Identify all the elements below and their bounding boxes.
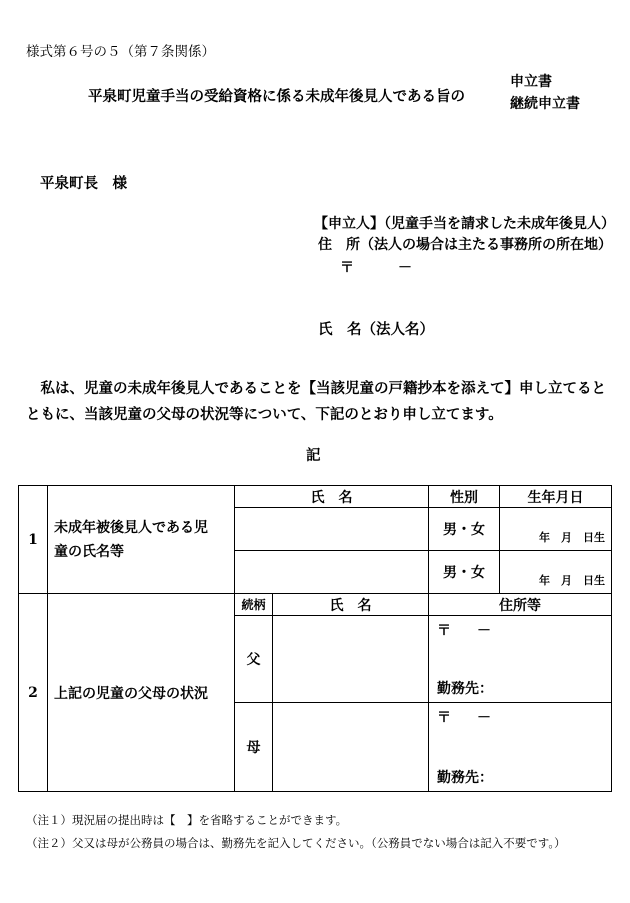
section1-header-name: 氏 名 <box>235 486 429 508</box>
title-option-continuation: 継続申立書 <box>510 96 580 112</box>
postal-mark: 〒 <box>437 623 451 639</box>
form-number: 様式第６号の５（第７条関係） <box>26 44 215 60</box>
section2-header-address: 住所等 <box>429 594 612 616</box>
section2-header-relation: 続柄 <box>235 594 273 616</box>
section2-label: 上記の児童の父母の状況 <box>48 594 235 792</box>
details-table <box>18 485 612 792</box>
section2-number: 2 <box>19 594 48 792</box>
note-2: （注２）父又は母が公務員の場合は、勤務先を記入してください。（公務員でない場合は記入不要です。） <box>26 836 566 850</box>
section1-header-sex: 性別 <box>429 486 500 508</box>
postal-mark: 〒 <box>340 260 354 276</box>
page-title: 平泉町児童手当の受給資格に係る未成年後見人である旨の <box>88 88 465 105</box>
section1-header-birth: 生年月日 <box>500 486 612 508</box>
ki-heading: 記 <box>306 447 321 464</box>
postal-mark: 〒 <box>437 710 451 726</box>
postal-dash: － <box>398 260 412 276</box>
father-relation: 父 <box>235 616 273 703</box>
note-1: （注１）現況届の提出時は【 】を省略することができます。 <box>26 813 348 827</box>
title-option-application: 申立書 <box>510 74 552 90</box>
child-sex-field[interactable]: 男・女 <box>429 551 500 594</box>
mother-address-field[interactable] <box>429 703 612 792</box>
addressee: 平泉町長 様 <box>40 175 127 192</box>
applicant-name-label: 氏 名（法人名） <box>318 321 434 338</box>
declaration-text: 私は、児童の未成年後見人であることを【当該児童の戸籍抄本を添えて】申し立てるとともに、当該児童の父母の状況等について、下記のとおり申し立てます。 <box>26 380 606 423</box>
applicant-address-label: 住 所（法人の場合は主たる事務所の所在地） <box>318 237 612 253</box>
section2-header-name: 氏 名 <box>273 594 429 616</box>
father-name-field[interactable] <box>273 616 429 703</box>
workplace-label: 勤務先： <box>437 681 493 697</box>
table-row <box>19 594 612 616</box>
section1-number: 1 <box>19 486 48 594</box>
workplace-label: 勤務先： <box>437 770 493 786</box>
mother-relation: 母 <box>235 703 273 792</box>
section1-label: 未成年被後見人である児童の氏名等 <box>48 486 235 594</box>
applicant-heading: 【申立人】（児童手当を請求した未成年後見人） <box>314 216 615 232</box>
postal-dash: － <box>477 710 491 726</box>
mother-name-field[interactable] <box>273 703 429 792</box>
postal-dash: － <box>477 623 491 639</box>
child-birth-field[interactable]: 年 月 日生 <box>500 551 612 594</box>
child-birth-field[interactable]: 年 月 日生 <box>500 508 612 551</box>
father-address-field[interactable] <box>429 616 612 703</box>
child-name-field[interactable] <box>235 551 429 594</box>
table-row <box>19 486 612 508</box>
child-sex-field[interactable]: 男・女 <box>429 508 500 551</box>
child-name-field[interactable] <box>235 508 429 551</box>
applicant-postal-code <box>340 257 412 277</box>
